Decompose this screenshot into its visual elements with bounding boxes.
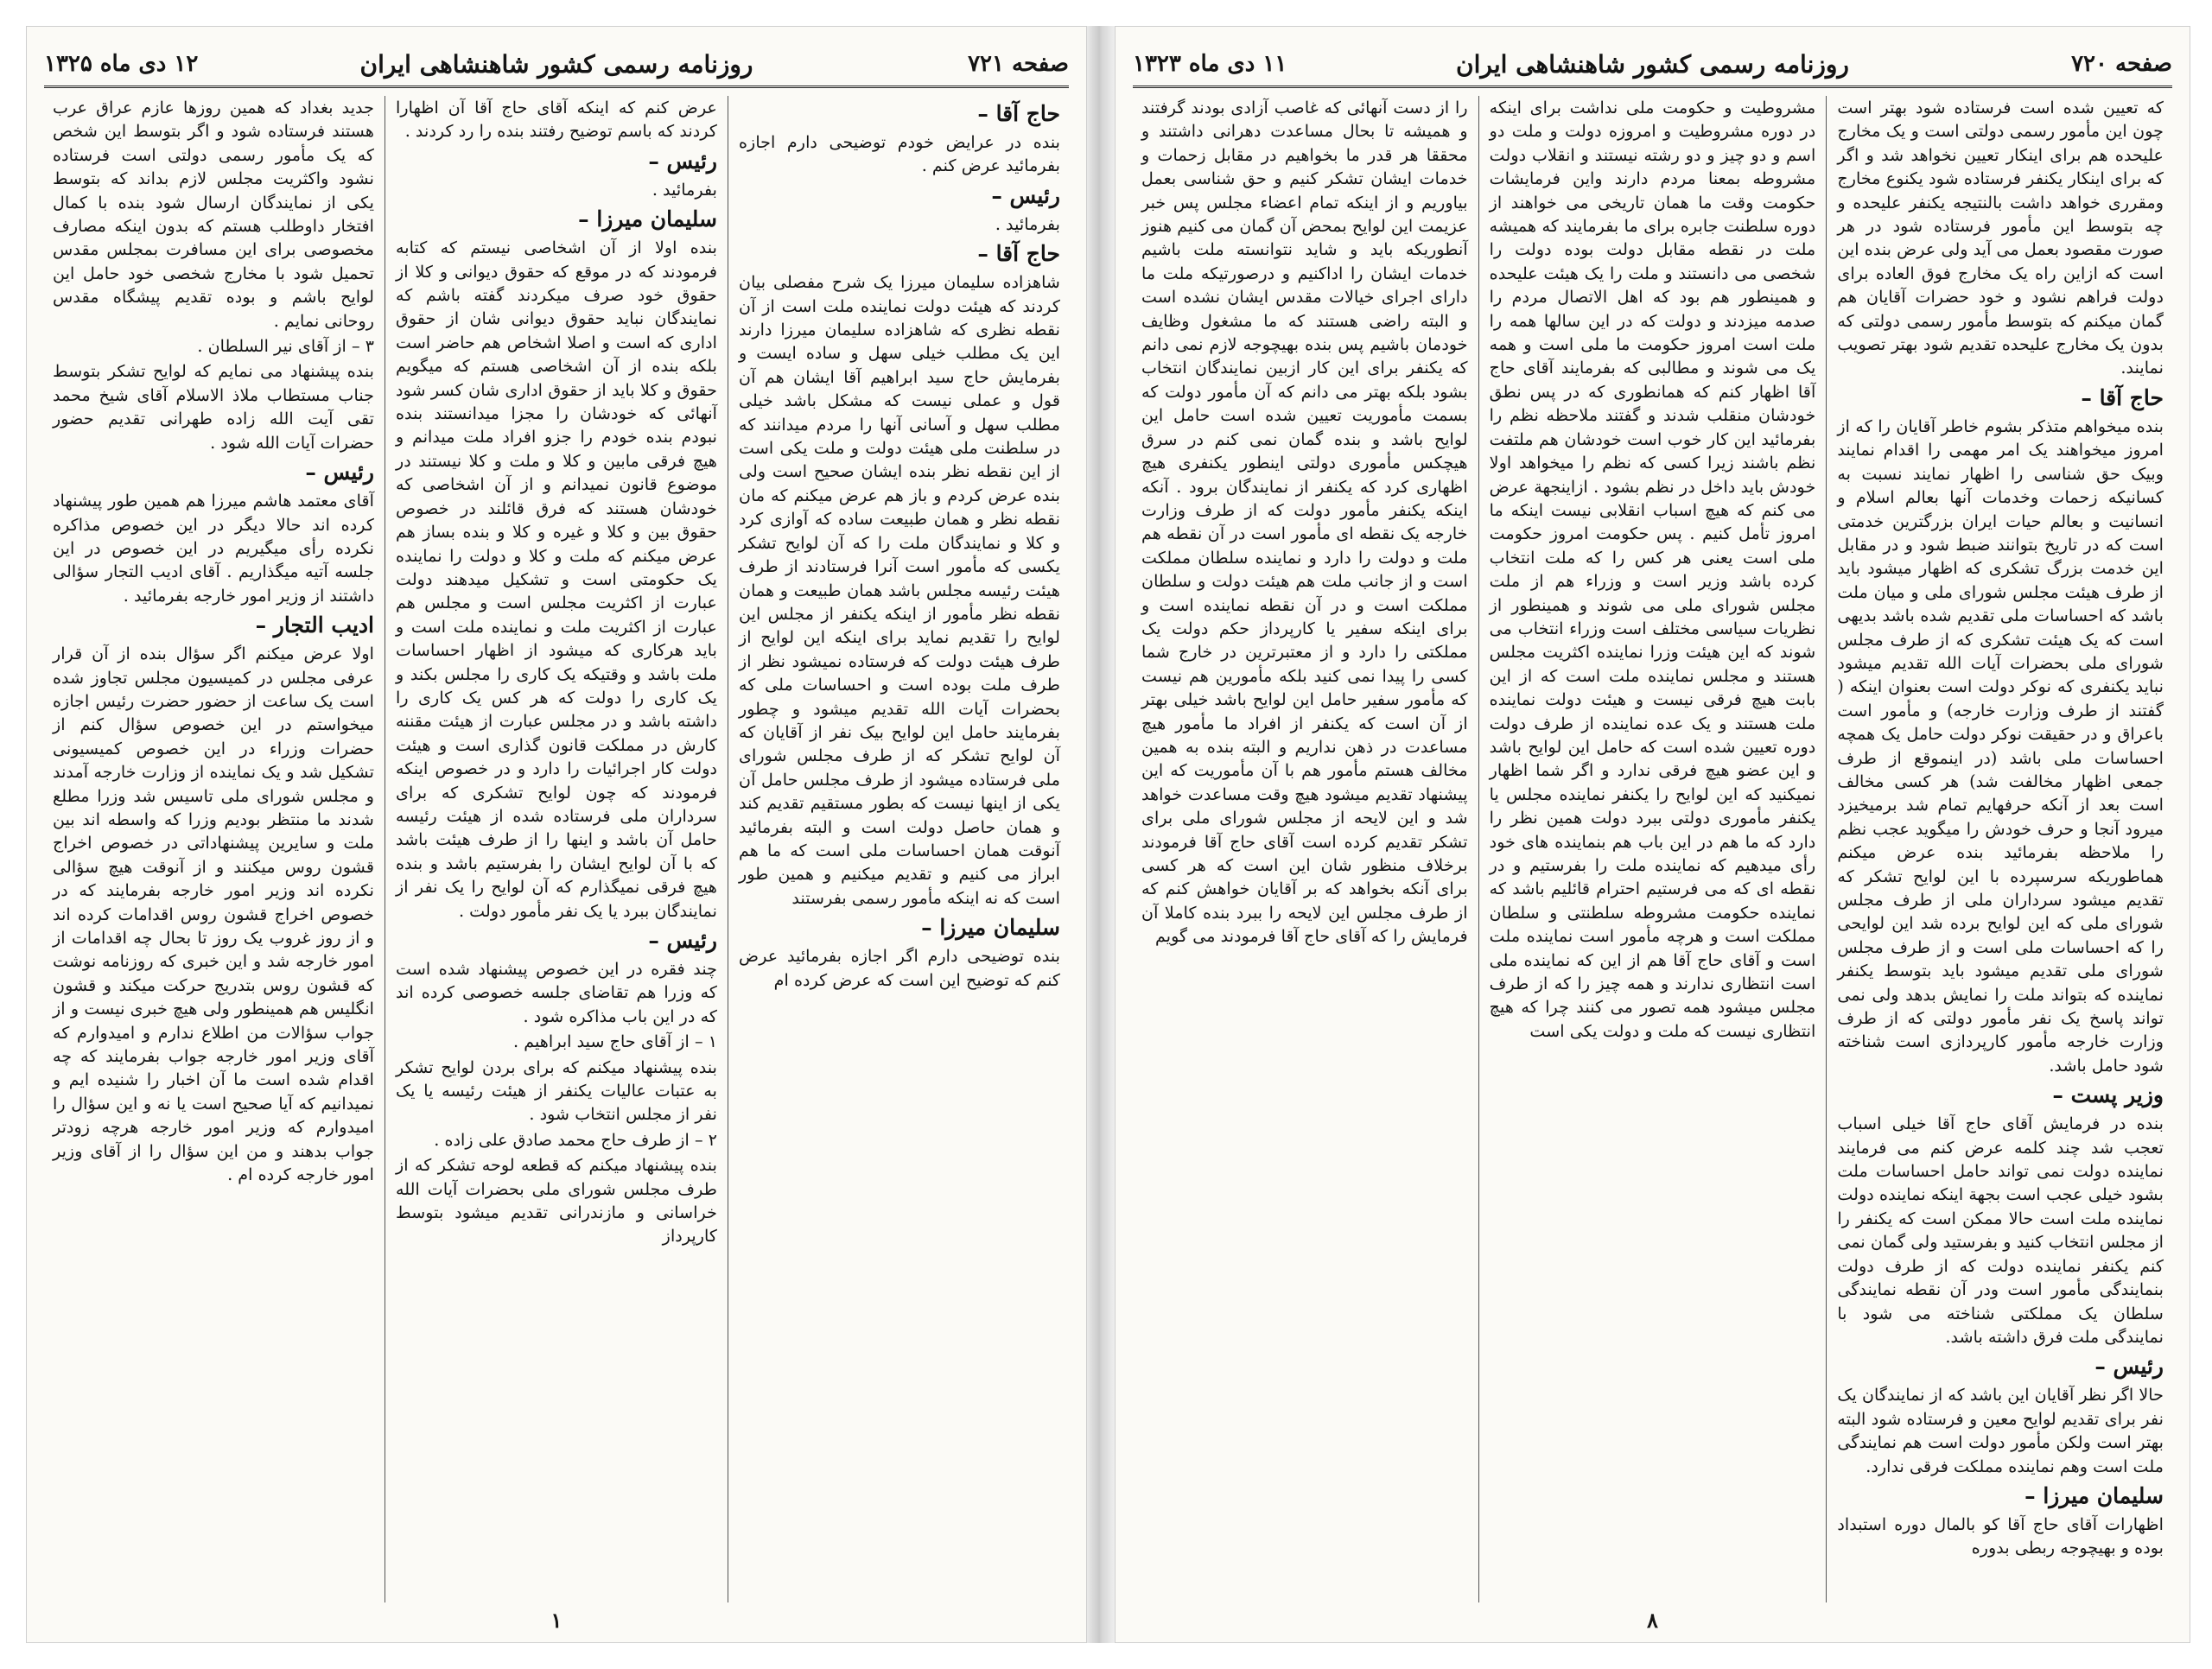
speaker-name: سلیمان میرزا –: [2024, 1482, 2164, 1508]
paragraph: بنده میخواهم متذکر بشوم خاطر آقایان را که از امروز میخواهند یک امر مهمی را اقدام نمایند وبیک حق شناسی را اظهار نمایند نسبت به کسانیکه زحمات وخدمات آنها بعالم اسلام و انسانیت و بعالم حیات ایران بزرگترین خدمتی است که در تاریخ بتوانند ضبط شود و در مقابل این خدمت بزرگ تشکری که اظهار میشود باید از طرف هیئت مجلس شورای ملی و میان ملت باشد که احساسات ملی تقدیم شده باشد بدیهی است که یک هیئت تشکری که از طرف مجلس شورای ملی بحضرات آیات الله تقدیم میشود نباید یکنفری که نوکر دولت است بعنوان اینکه ( گفتند از طرف وزارت خارجه) و مأمور است باعراق و در حقیقت نوکر دولت حامل یک همچه احساسات ملی باشد (در اینموقع از طرف جمعی اظهار مخالفت شد) هر کسی مخالف است بعد از آنکه حرفهایم تمام شد برمیخیزد میرود آنجا و حرف خودش را میگوید عجب نظم را ملاحظه بفرمائید بنده عرض میکنم هماطوریکه سرسپرده با این لوایح تشکر که تقدیم میشود سرداران ملی از طرف مجلس شورای ملی که این لوایح برده شد این لوایحی را که احساسات ملی است و از طرف مجلس شورای ملی تقدیم میشود باید بتوسط یکنفر نماینده که بتواند ملت را نمایش بدهد ولی نمی تواند پاسخ یک نفر مأمور دولتی که از طرف وزارت خارجه مأمور کارپردازی است شناخته شود حامل باشد.: [1837, 416, 2164, 1076]
paragraph: بنده پیشنهاد میکنم که قطعه لوحه تشکر که از طرف مجلس شورای ملی بحضرات آیات الله خراسانی و مازندرانی تقدیم میشود بتوسط کارپرداز: [396, 1155, 717, 1247]
speaker-name: حاج آقا –: [977, 101, 1060, 126]
speaker-name: حاج آقا –: [977, 241, 1060, 267]
speaker-name: رئیس –: [305, 460, 374, 485]
columns: [1131, 96, 2174, 1602]
issue-date: ۱۲ دی ماه ۱۳۲۵: [44, 51, 199, 77]
page-gutter: [1087, 26, 1115, 1643]
column-1: [728, 96, 1071, 1602]
paragraph: بنده در فرمایش آقای حاج آقا خیلی اسباب تعجب شد چند کلمه عرض کنم می فرمایند نماینده دولت نمی تواند حامل احساسات ملت بشود خیلی عجب است بجهة اینکه نماینده دولت نماینده ملت است حالا ممکن است که یکنفر را از مجلس انتخاب کنید و بفرستید ولی گمان نمی کنم یکنفر نماینده دولت که از طرف دولت بنمایندگی مأمور است ودر آن نقطه نمایندگی سلطان یک مملکتی شناخته می شود با نمایندگی ملت فرق داشته باشد.: [1837, 1114, 2164, 1347]
paragraph: اولا عرض میکنم اگر سؤال بنده از آن قرار عرفی مجلس در کمیسیون مجلس تجاوز شده است یک ساعت از حضور حضرت رئیس اجازه میخواستم در این خصوص سؤال کنم از حضرات وزراء در این خصوص کمیسیونی تشکیل شد و یک نماینده از وزارت خارجه آمدند و مجلس شورای ملی تاسیس شد وزرا مطلع شدند ما منتظر بودیم وزرا که واسطه اند بین ملت و سایرین پیشنهاداتی در خصوص اخراج قشون روس میکنند و از آنوقت هیچ سؤالی نکرده اند وزیر امور خارجه بفرمایند که در خصوص اخراج قشون روس اقدامات کرده اند و از روز غروب یک روز تا بحال چه اقدامات از امور خارجه شد و این خبری که روزنامه نوشت که قشون روس بتدریج حرکت میکند و قشون انگلیس هم همینطور ولی هیچ خبری نیست و از جواب سؤالات من اطلاع ندارم و امیدوارم که آقای وزیر امور خارجه جواب بفرمایند که چه اقدام شده است ما آن اخبار را شنیده ایم و نمیدانیم که آیا صحیح است یا نه و این سؤال را امیدوارم که وزیر امور خارجه هرچه زودتر جواب بدهند و من این سؤال را از آقای وزیر امور خارجه کرده ام .: [53, 644, 374, 1185]
column-3: [1131, 96, 1478, 1602]
paragraph: ۳ – از آقای نیر السلطان .: [197, 336, 374, 357]
paragraph: بفرمائید .: [995, 213, 1060, 234]
right-page: [1115, 26, 2190, 1643]
paragraph: بنده اولا از آن اشخاصی نیستم که کتابه فرمودند که در موقع که حقوق دیوانی و کلا از حقوق خود صرف میکردند گفته باشم که نمایندگان نباید حقوق دیوانی شان از حقوق اداری که است و اصلا اشخاص هم حاضر است بلکه بنده از آن اشخاصی هستم که میگویم حقوق و کلا باید از حقوق اداری شان کسر شود آنهائی که خودشان را مجزا میدانستند بنده نبودم بنده خودم را جزو افراد ملت میدانم و هیچ فرقی مابین و کلا و ملت و کلا نیستند در موضوع قانون نمیدانم و از آن اشخاصی که خودشان هستند که فرق قائلند در خصوص حقوق بین و کلا و غیره و کلا و بنده بساز هم عرض میکنم که ملت و کلا و دولت را نماینده یک حکومتی است و تشکیل میدهند دولت عبارت از اکثریت مجلس است و مجلس هم عبارت از اکثریت ملت و نماینده ملت است و باید هرکاری که میشود از اظهار احساسات ملت باشد و وقتیکه یک کاری را مجلس بکند و یک کاری را دولت که هر کس یک کاری را داشته باشد و در مجلس عبارت از هیئت مقننه کارش در مملکت قانون گذاری است و هیئت دولت کار اجرائیات را دارد و در خصوص اینکه فرمودند که چون لوایح تشکری که برای سرداران ملی فرستاده شده از هیئت رئیسه حامل آن باشد و اینها را از طرف هیئت باشد که با آن لوایح ایشان را بفرستیم باشد و بنده هیچ فرقی نمیگذارم که آن لوایح را یک نفر از نمایندگان ببرد یا یک نفر مأمور دولت .: [396, 238, 717, 921]
paragraph: شاهزاده سلیمان میرزا یک شرح مفصلی بیان کردند که هیئت دولت نماینده ملت است از آن نقطه نظری که شاهزاده سلیمان میرزا دارند این یک مطلب خیلی سهل و ساده ایست و بفرمایش حاج سید ابراهیم آقا ایشان هم آن قول و عملی نیست که مشکل باشد خیلی مطلب سهل و آسانی آنها را مردم میدانند که در سلطنت ملی هیئت دولت و ملت یکی است از این نقطه نظر بنده ایشان صحیح است ولی بنده عرض کردم و باز هم عرض میکنم که مان نقطه نظر و همان طبیعت ساده که آوازی کرد و کلا و نمایندگان ملت را که آن لوایح تشکر یکسی که مأمور است آنرا فرستادند از طرف هیئت رئیسه مجلس باشد همان طبیعت و همان نقطه نظر مأمور از اینکه یکنفر از مجلس این لوایح را تقدیم نماید برای اینکه این لوایح از طرف هیئت دولت که فرستاده نمیشود نظر از طرف ملت بوده است و احساسات ملی که بحضرات آیات الله تقدیم میشود و چطور بفرمایند حامل این لوایح بیک نفر از آقایان که آن لوایح تشکر که از طرف مجلس شورای ملی فرستاده میشود از طرف مجلس حامل آن یکی از اینها نیست که بطور مستقیم تقدیم کند و همان حاصل دولت است و البته بفرمائید آنوقت همان احساسات ملی است که ما هم ابراز می کنیم و تقدیم میکنیم و همین طور است که نه اینکه مأمور رسمی بفرستند: [739, 272, 1060, 908]
columns: [42, 96, 1071, 1602]
speaker-name: رئیس –: [991, 182, 1060, 208]
paragraph: را از دست آنهائی که غاصب آزادی بودند گرفتند و همیشه تا بحال مساعدت دهرانی داشتند و محققا هر قدر ما بخواهیم در مقابل زحمات و خدمات ایشان تشکر کنیم و حق شناسی بعمل بیاوریم و از اینکه تمام اعضاء مجلس پس خبر عزیمت این لوایح بمحض آن گمان می کنیم هنوز آنطوریکه باید و شاید نتوانسته ملت باشیم خدمات ایشان را اداکنیم و درصورتیکه ملت ما دارای اجرای خیالات مقدس ایشان نشده است و البته راضی هستند که ما مشغول وظایف خودمان باشیم پس بنده بهیچوجه لازم نمی دانم که یکنفر برای این کار ازبین نمایندگان انتخاب بشود بلکه بهتر می دانم که آن مأمور دولت که بسمت مأموریت تعیین شده است حامل این لوایح باشد و بنده گمان نمی کنم در سرق هیچکس مأموری دولتی اینطور یکنفری هیچ اظهاری کرد که یکنفر از نمایندگان برود . آنکه اینکه یکنفر مأمور دولت که از طرف وزارت خارجه یک نقطه ای مأمور است در آن نقطه هم ملت و دولت را دارد و نماینده سلطان مملکت است و از جانب ملت هم هیئت دولت و سلطان مملکت است و در آن نقطه نماینده است و برای اینکه سفیر یا کارپرداز حکم دولت یک مملکتی را دارد و از معتبرترین در خارج شما کسی را پیدا نمی کنید بلکه مأمورین هم نیست که مأمور سفیر حامل این لوایح باشد خیلی بهتر از آن است که یکنفر از افراد ما مأمور هیچ مساعدت در ذهن نداریم و البته بنده به همین مخالف هستم مأمور هم با آن مأموریت که این پیشنهاد تقدیم میشود هیچ وقت مساعدت خواهد شد و این لایحه از مجلس شورای ملی برای تشکر تقدیم کرده است آقای حاج آقا فرمودند برخلاف منظور شان این است که هر کسی برای آنکه بخواهد که بر آقایان خواهش کنم که از طرف مجلس این لایحه را ببرد بنده کاملا آن فرمایش را که آقای حاج آقا فرمودند می گویم: [1141, 98, 1468, 947]
paragraph: چند فقره در این خصوص پیشنهاد شده است که وزرا هم تقاضای جلسه خصوصی کرده اند که در این باب مذاکره شود .: [396, 959, 717, 1026]
paragraph: جدید بغداد که همین روزها عازم عراق عرب هستند فرستاده شود و اگر بتوسط این شخص که یک مأمور رسمی دولتی است فرستاده نشود واکثریت مجلس لازم بداند که بتوسط یکی از نمایندگان ارسال شود بنده با کمال افتخار داوطلب هستم که بدون اینکه مصارف مخصوصی برای این مسافرت بمجلس مقدس تحمیل شود با مخارج شخصی خود حامل این لوایح باشم و بوده تقدیم پیشگاه مقدس روحانی نمایم .: [53, 98, 374, 331]
paragraph: بنده پیشنهاد می نمایم که لوایح تشکر بتوسط جناب مستطاب ملاذ الاسلام آقای شیخ محمد تقی آیت الله زاده طهرانی تقدیم حضور حضرات آیات الله شود .: [53, 361, 374, 453]
speaker-name: سلیمان میرزا –: [578, 206, 717, 232]
paragraph: اظهارات آقای حاج آقا کو بالمال دوره استبداد بوده و بهیچوجه ربطی بدوره: [1837, 1514, 2164, 1558]
paragraph: آقای معتمد هاشم میرزا هم همین طور پیشنهاد کرده اند حالا دیگر در این خصوص مذاکره نکرده رأی میگیریم در این خصوص در این جلسه آتیه میگذاریم . آقای ادیب التجار سؤالی داشتند از وزیر امور خارجه بفرمائید .: [53, 491, 374, 606]
page-number-label: صفحه ۷۲۱: [968, 51, 1069, 77]
page-number-label: صفحه ۷۲۰: [2071, 51, 2172, 77]
page-header: [1133, 42, 2172, 88]
speaker-name: ادیب التجار –: [255, 612, 374, 638]
paragraph: عرض کنم که اینکه آقای حاج آقا آن اظهارا کردند که باسم توضیح رفتند بنده را رد کردند .: [396, 98, 717, 142]
page-footer-number: ۸: [1647, 1608, 1658, 1633]
paragraph: مشروطیت و حکومت ملی نداشت برای اینکه در دوره مشروطیت و امروزه دولت و ملت دو اسم و دو چیز و دو رشته نیستند و انقلاب دولت مشروطه بمعنا مردم دارند واین فرمایشات حکومت وقت ما همان تاریخی می خواهند از دوره سلطنت جابره برای ما بفرمایند که همیشه ملت در نقطه مقابل دولت بوده دولت را شخصی می دانستند و ملت را یک هیئت علیحده و همینطور هم بود که اهل الاتصال مردم را صدمه میزدند و دولت که در این سالها همه را ملت است امروز حکومت ما ملی است و همه یک می شوند و مطالبی که بفرمایند آقای حاج آقا اظهار کنم که همانطوری که در پس نطق خودشان منقلب شدند و گفتند ملاحظه نظم را بفرمائید این کار خوب است خودشان هم ملتفت نظم باشند زیرا کسی که نظم را میخواهد اولا خودش باید داخل در نظم بشود . ازاینجهة عرض می کنم که هیچ اسباب انقلابی نیست اینکه ما امروز تأمل کنیم . پس حکومت امروز حکومت ملی است یعنی هر کس را که ملت انتخاب کرده باشد وزیر است و وزراء هم از ملت مجلس شورای ملی می شوند و همینطور از نظریات سیاسی مختلف است وزراء انتخاب می شوند که این هیئت وزرا نماینده اکثریت مجلس هستند و مجلس نماینده ملت است که از این بابت هیچ فرقی نیست و هیئت دولت نماینده ملت هستند و یک عده نماینده از طرف دولت دوره تعیین شده است که حامل این لوایح باشد و این عضو هیچ فرقی ندارد و اگر شما اظهار نمیکنید که این لوایح را یکنفر نماینده مجلس یا یکنفر مأموری دولتی ببرد دولت همین نظر را دارد که ما هم در این باب هم بنماینده های خود رأی میدهیم که نماینده ملت را بفرستیم و در نقطه ای که می فرستیم احترام قائلیم باشد که نماینده حکومت مشروطه سلطنتی و سلطان مملکت است و هرچه مأمور است نماینده ملت است و آقای حاج آقا هم از این که نماینده ملی است انتظاری ندارند و همه چیز را که از طرف مجلس میشود همه تصور می کنند چرا که هیچ انتظاری نیست که ملت و دولت یکی است: [1489, 98, 1816, 1041]
issue-date: ۱۱ دی ماه ۱۳۲۳: [1133, 51, 1287, 77]
newspaper-title: روزنامه رسمی کشور شاهنشاهی ایران: [1456, 49, 1849, 79]
column-3: [42, 96, 385, 1602]
speaker-name: سلیمان میرزا –: [921, 915, 1060, 941]
paragraph: بنده در عرایض خودم توضیحی دارم اجازه بفرمائید عرض کنم .: [739, 132, 1060, 176]
paragraph: که تعیین شده است فرستاده شود بهتر است چون این مأمور رسمی دولتی است و یک مخارج علیحده هم برای اینکار تعیین نخواهد شد و اگر که برای اینکار یکنفر فرستاده شود یکنوع مخارج ومقرری خواهد داشت بالنتیجه یکنفر علیحده و چه بتوسط این مأمور فرستاده شود در هر صورت مقصود بعمل می آید ولی عرض بنده این است که ازاین راه یک مخارج فوق العاده برای دولت فراهم نشود و خود حضرات آقایان هم گمان میکنم که بتوسط مأمور رسمی دولتی که بدون یک مخارج علیحده تقدیم شود بهتر تصویب نمایند.: [1837, 98, 2164, 378]
page-header: [44, 42, 1069, 88]
paragraph: حالا اگر نظر آقایان این باشد که از نمایندگان یک نفر برای تقدیم لوایح معین و فرستاده شود البته بهتر است ولکن مأمور دولت است هم نمایندگی ملت است وهم نماینده مملکت فرقی ندارد.: [1837, 1385, 2164, 1476]
speaker-name: رئیس –: [2094, 1354, 2164, 1380]
paragraph: بنده توضیحی دارم اگر اجازه بفرمائید عرض کنم که توضیح این است که عرض کرده ام: [739, 946, 1060, 990]
paragraph: ۱ – از آقای حاج سید ابراهیم .: [513, 1031, 717, 1052]
speaker-name: حاج آقا –: [2081, 384, 2164, 410]
left-page: [26, 26, 1087, 1643]
column-2: [385, 96, 728, 1602]
speaker-name: وزیر پست –: [2052, 1082, 2164, 1108]
paragraph: بنده پیشنهاد میکنم که برای بردن لوایح تشکر به عتبات عالیات یکنفر از هیئت رئیسه یا یک نفر از مجلس انتخاب شود .: [396, 1057, 717, 1125]
paragraph: ۲ – از طرف حاج محمد صادق علی زاده .: [434, 1129, 717, 1150]
paragraph: بفرمائید .: [652, 179, 717, 200]
column-1: [1826, 96, 2174, 1602]
column-2: [1478, 96, 1827, 1602]
newspaper-title: روزنامه رسمی کشور شاهنشاهی ایران: [359, 49, 753, 79]
speaker-name: رئیس –: [648, 928, 717, 953]
page-footer-number: ۱: [550, 1608, 563, 1633]
speaker-name: رئیس –: [648, 148, 717, 174]
